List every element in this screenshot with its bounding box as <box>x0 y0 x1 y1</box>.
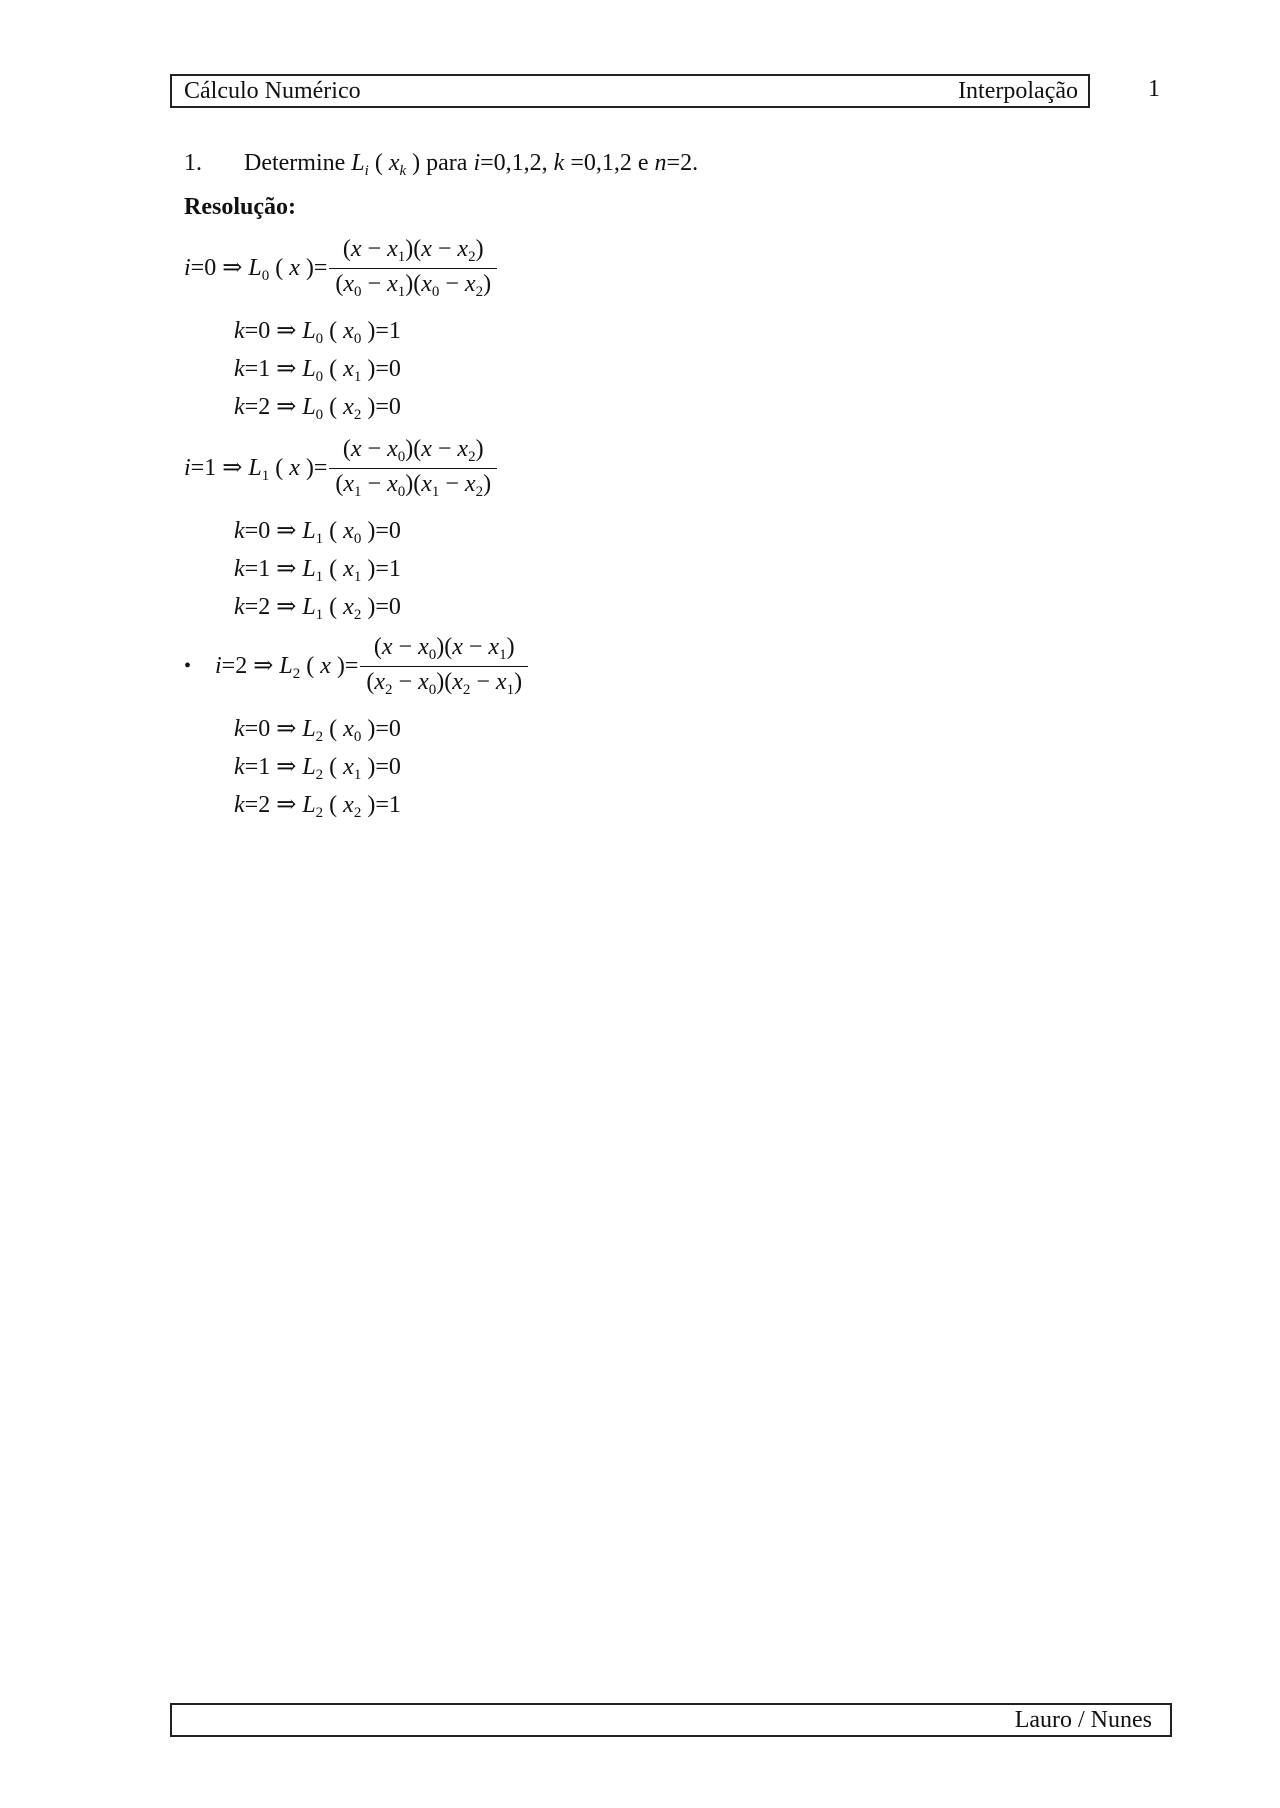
problem-number: 1. <box>184 150 202 176</box>
basis-lhs: i=2 ⇒ $L_2$ ( x )= <box>215 652 359 682</box>
problem-i-values: =0,1,2, <box>480 150 548 176</box>
lagrange-basis-definition <box>184 634 528 699</box>
fraction-numerator: $(x - x_0)(x - x_2)$ <box>342 436 484 465</box>
problem-n-value: =2. <box>666 150 699 176</box>
case-evaluation: k=2 ⇒ $L_1$ ( $x_2$ )=0 <box>234 594 401 623</box>
basis-fraction <box>329 236 497 301</box>
fraction-numerator: $(x - x_0)(x - x_1)$ <box>373 634 515 663</box>
problem-text-middle: para <box>426 150 468 176</box>
case-evaluation: k=0 ⇒ $L_0$ ( $x_0$ )=1 <box>234 318 401 347</box>
case-evaluation: k=2 ⇒ $L_0$ ( $x_2$ )=0 <box>234 394 401 423</box>
case-evaluation: k=0 ⇒ $L_2$ ( $x_0$ )=0 <box>234 716 401 745</box>
page-number: 1 <box>1148 76 1160 102</box>
bullet-icon: • <box>184 655 192 678</box>
fraction-denominator: $(x_1 - x_0)(x_1 - x_2)$ <box>329 468 497 501</box>
case-evaluation: k=0 ⇒ $L_1$ ( $x_0$ )=0 <box>234 518 401 547</box>
basis-lhs: i=0 ⇒ $L_0$ ( x )= <box>184 254 328 284</box>
fraction-denominator: $(x_2 - x_0)(x_2 - x_1)$ <box>360 666 528 699</box>
basis-fraction <box>360 634 528 699</box>
case-evaluation: k=2 ⇒ $L_2$ ( $x_2$ )=1 <box>234 792 401 821</box>
fraction-denominator: $(x_0 - x_1)(x_0 - x_2)$ <box>329 268 497 301</box>
problem-k-values: =0,1,2 <box>570 150 632 176</box>
fraction-numerator: $(x - x_1)(x - x_2)$ <box>342 236 484 265</box>
lagrange-basis-definition <box>184 436 497 501</box>
header-course-title: Cálculo Numérico <box>184 78 361 104</box>
case-evaluation: k=1 ⇒ $L_2$ ( $x_1$ )=0 <box>234 754 401 783</box>
header-chapter-title: Interpolação <box>958 78 1078 104</box>
page-header <box>170 74 1090 108</box>
problem-formula-lagrange: $L_i$ ( $x_k$ ) <box>351 150 427 179</box>
problem-text-before: Determine <box>244 150 346 176</box>
problem-conjunction: e <box>637 150 649 176</box>
page-footer <box>170 1703 1172 1737</box>
basis-lhs: i=1 ⇒ $L_1$ ( x )= <box>184 454 328 484</box>
problem-statement: 1. Determine $L_i$ ( $x_k$ ) para i=0,1,2, k =0,1,2 e n=2. <box>184 150 699 179</box>
case-evaluation: k=1 ⇒ $L_0$ ( $x_1$ )=0 <box>234 356 401 385</box>
footer-authors: Lauro / Nunes <box>1014 1707 1152 1733</box>
resolution-heading: Resolução: <box>184 194 296 220</box>
lagrange-basis-definition <box>184 236 497 301</box>
case-evaluation: k=1 ⇒ $L_1$ ( $x_1$ )=1 <box>234 556 401 585</box>
basis-fraction <box>329 436 497 501</box>
